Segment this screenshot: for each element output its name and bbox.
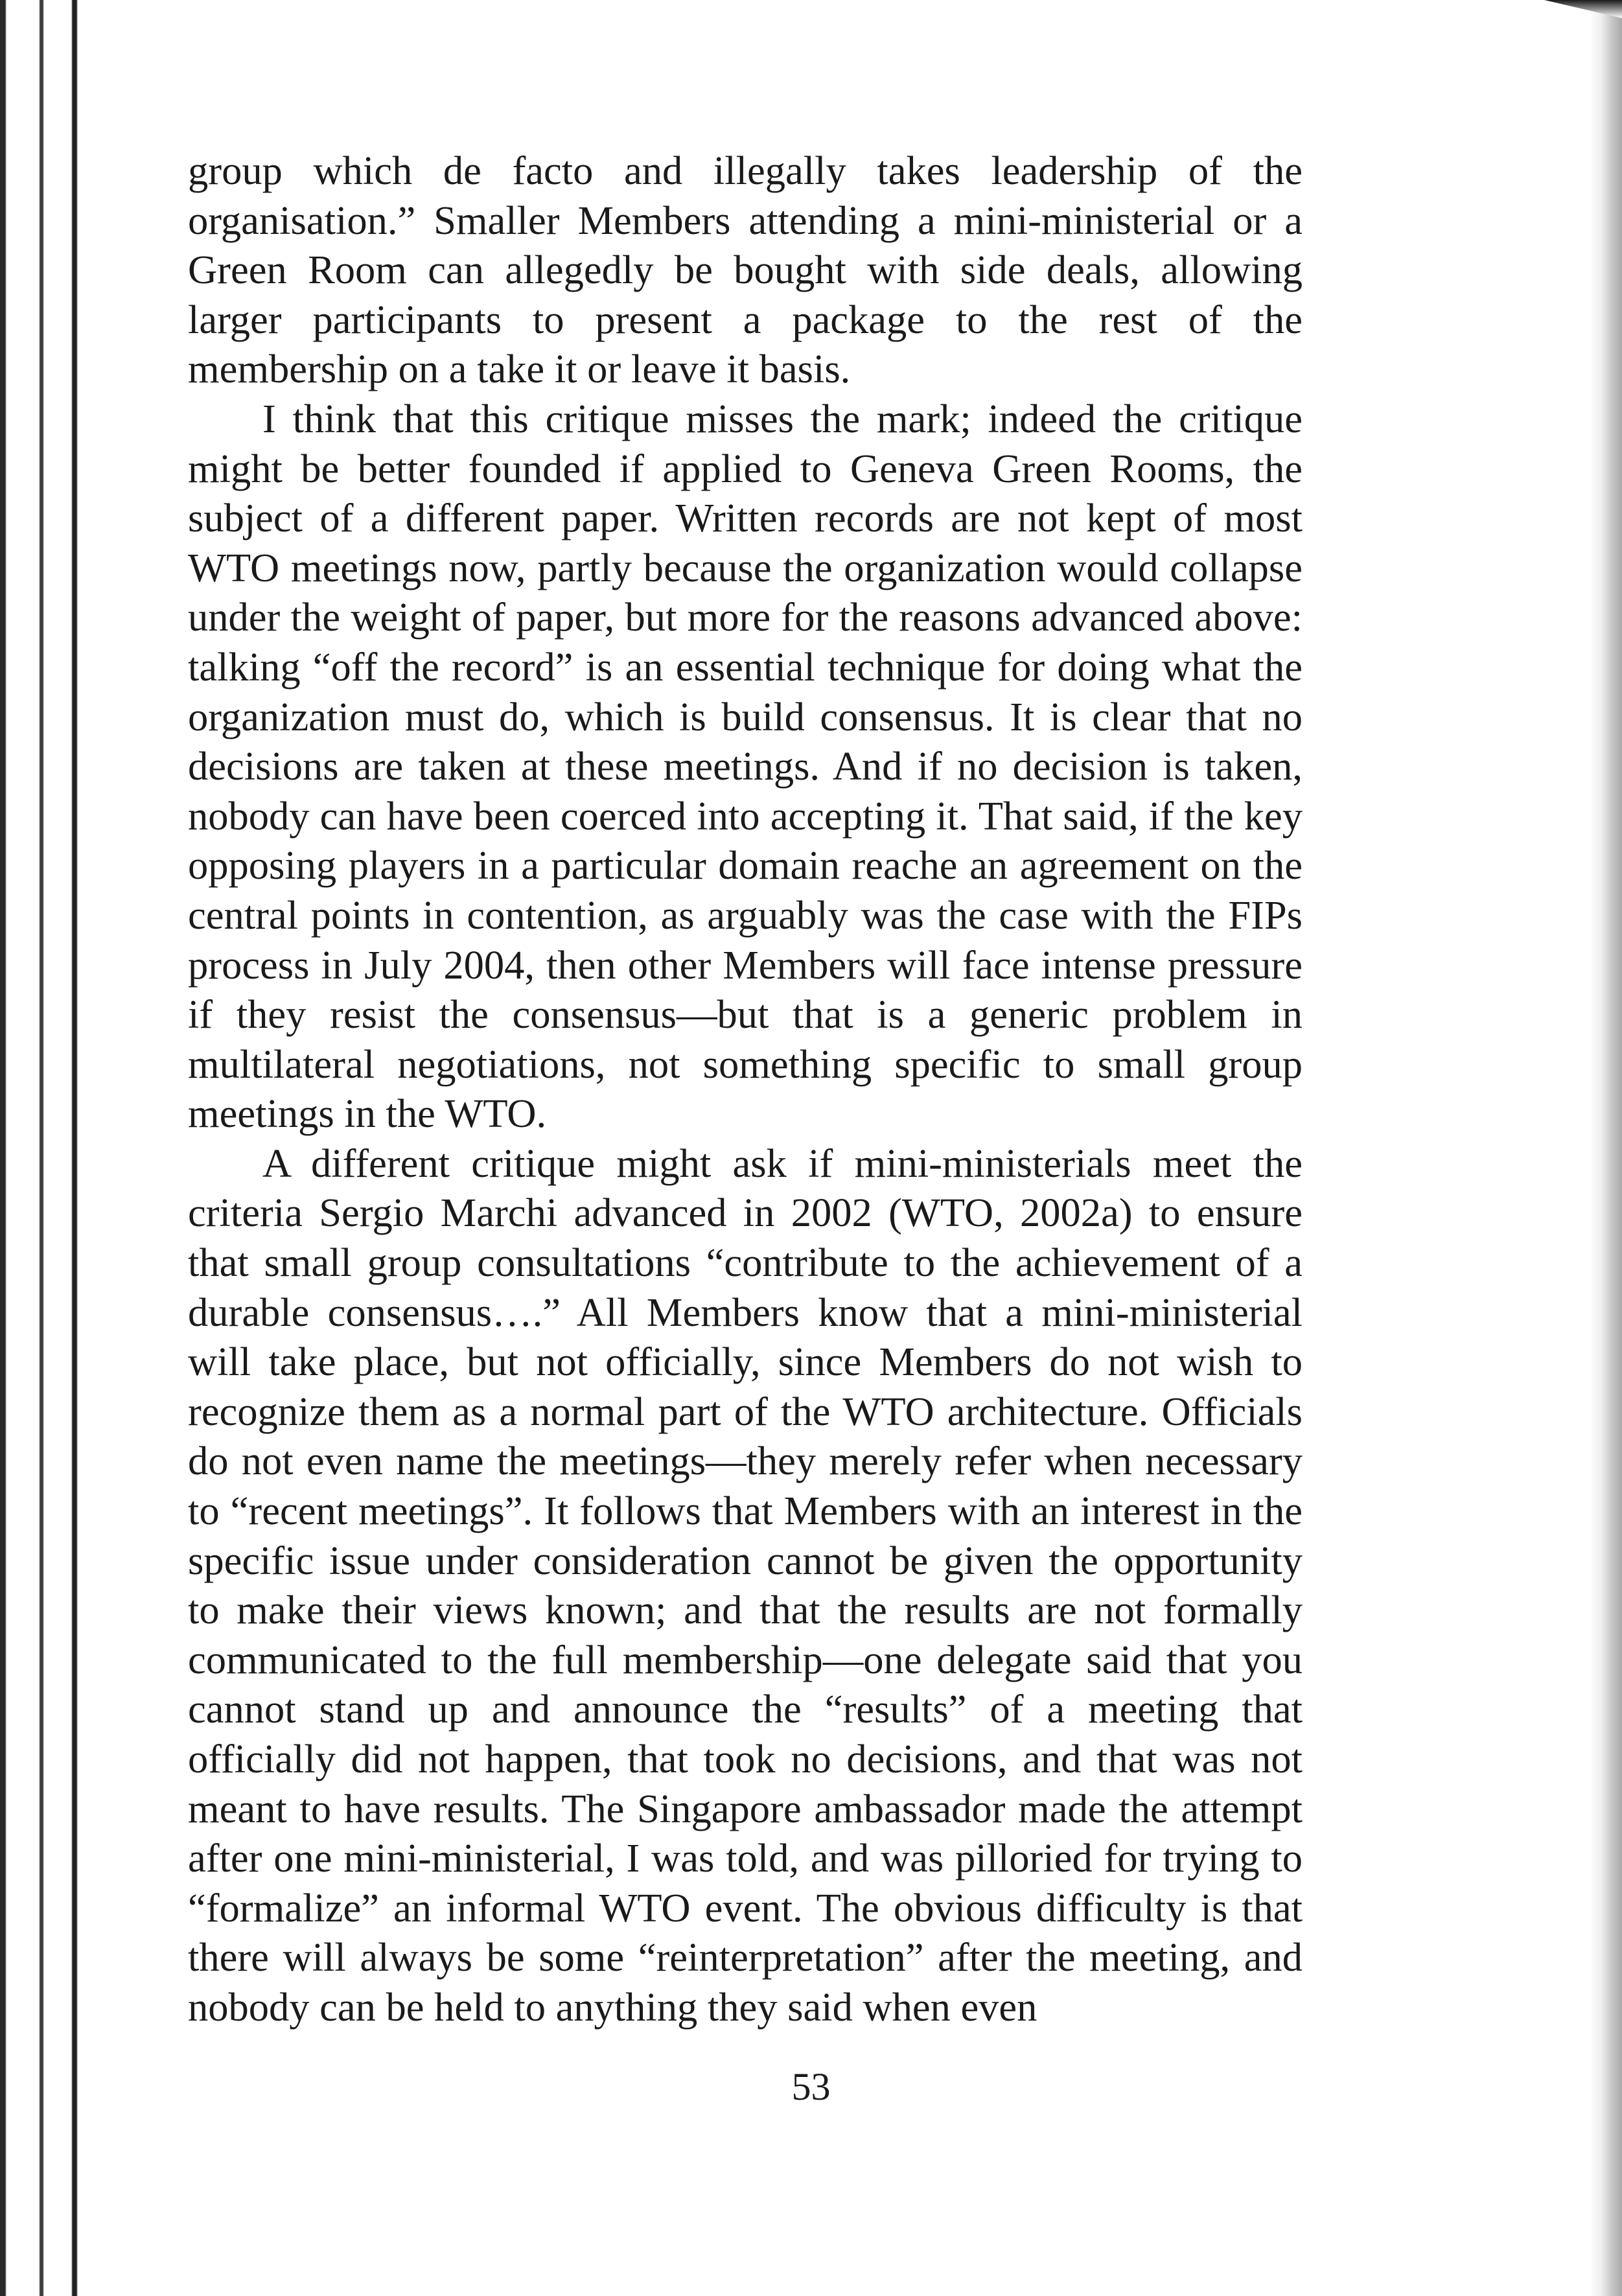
page-number: 53 xyxy=(791,2065,831,2108)
scan-binding-edge xyxy=(0,0,84,2296)
scan-right-shadow xyxy=(1590,0,1622,2296)
paragraph-critique: I think that this critique misses the mark; indeed the critique might be better founded if applied to Geneva Green Rooms, the subject of a different paper. Written records are not kept of most WTO meetings now, partly because the organization would collapse under the weight of paper, but more for the reasons advanced above: talking “off the record” is an essential technique for doing what the organization must do, which is build consensus. It is clear that no decisions are taken at these meetings. And if no decision is taken, nobody can have been coerced into accepting it. That said, if the key opposing players in a particular domain reache an agreement on the central points in contention, as arguably was the case with the FIPs process in July 2004, then other Members will face intense pressure if they resist the consensus—but that is a generic problem in multilateral negotiations, not something specific to small group meetings in the WTO. xyxy=(188,395,1303,1137)
paragraph-different-critique: A different critique might ask if mini-ministerials meet the criteria Sergio Marchi advanced in 2002 (WTO, 2002a) to ensure that small group consultations “contribute to the achievement of a durable consensus….” All Members know that a mini-ministerial will take place, but not officially, since Members do not wish to recognize them as a normal part of the WTO architecture. Officials do not even name the meetings—they merely refer when necessary to “recent meetings”. It follows that Members with an interest in the specific issue under consideration cannot be given the opportunity to make their views known; and that the results are not formally communicated to the full membership—one delegate said that you cannot stand up and announce the “results” of a meeting that officially did not happen, that took no decisions, and that was not meant to have results. The Singapore ambassador made the attempt after one mini-ministerial, I was told, and was pilloried for trying to “formalize” an informal WTO event. The obvious difficulty is that there will always be some “reinterpretation” after the meeting, and nobody can be held to anything they said when even xyxy=(188,1140,1303,2030)
body-text xyxy=(188,146,1303,2032)
scan-corner-mark xyxy=(1544,0,1622,18)
paragraph-continuation: group which de facto and illegally takes leadership of the organisation.” Smaller Members attending a mini-ministerial or a Green Room can allegedly be bought with side deals, allowing larger participants to present a package to the rest of the membership on a take it or leave it basis. xyxy=(188,148,1303,392)
